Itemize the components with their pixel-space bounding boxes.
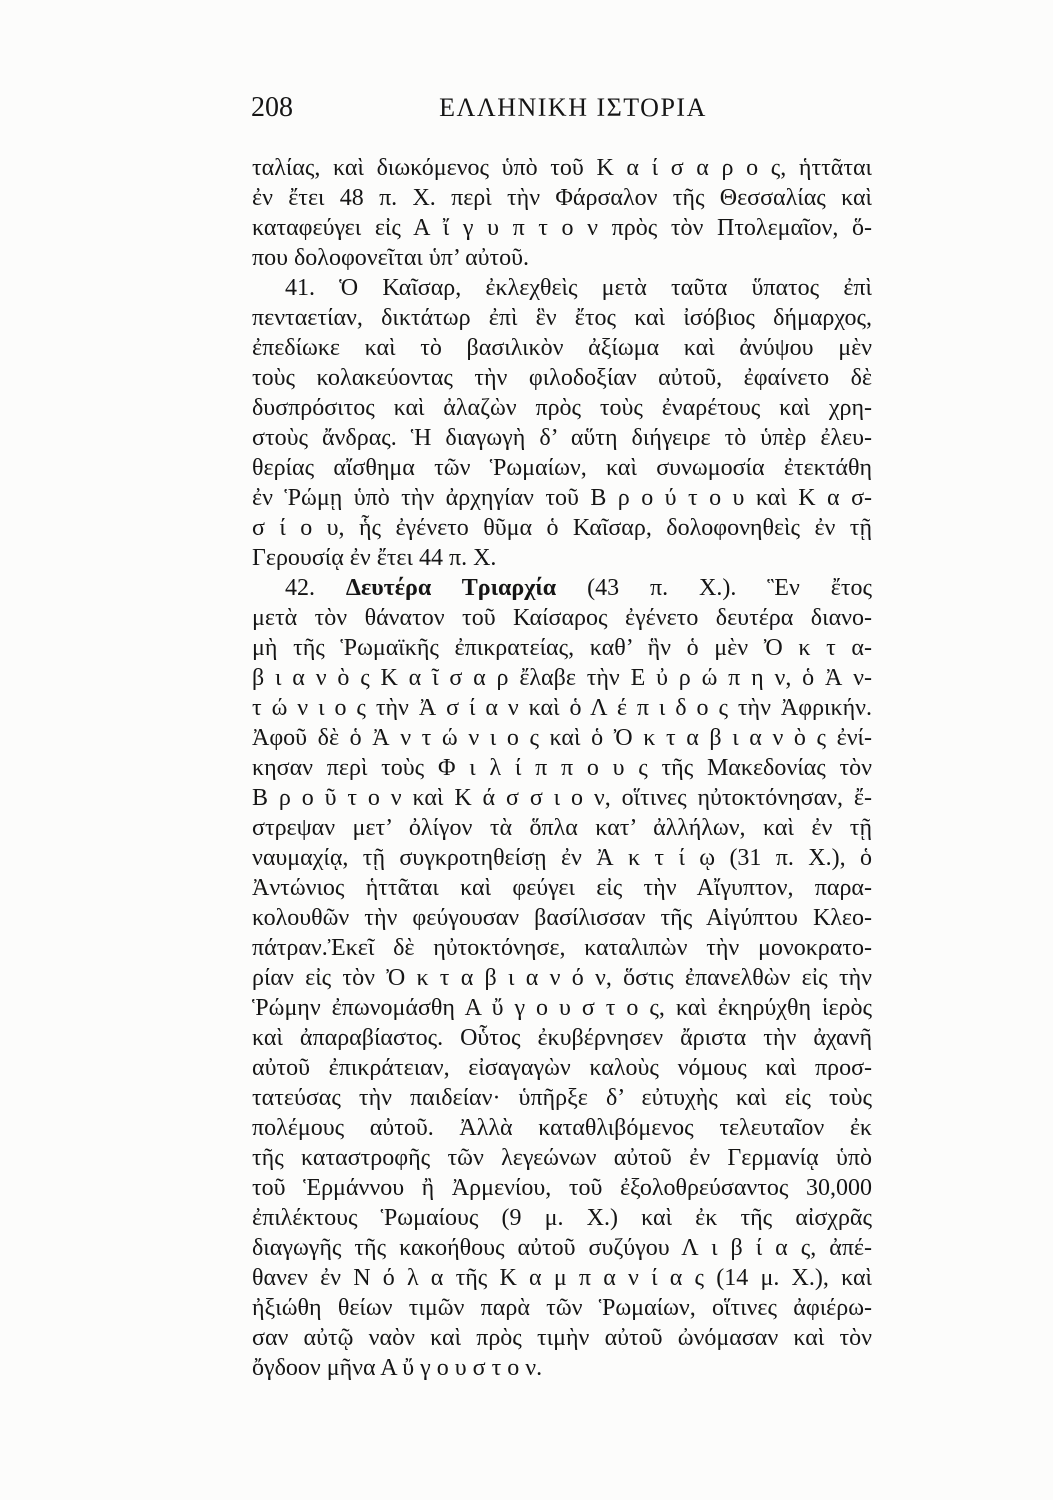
text-line: πάτραν.Ἐκεῖ δὲ ηὐτοκτόνησε, καταλιπὼν τὴν μονοκρατο- — [252, 935, 872, 961]
text-line: καὶ ἀπαραβίαστος. Οὗτος ἐκυβέρνησεν ἄριστα τὴν ἀχανῆ — [252, 1025, 872, 1051]
line-text: (43 π. Χ.). Ἓν ἔτος — [587, 575, 873, 601]
text-line: ἐν ἔτει 48 π. Χ. περὶ τὴν Φάρσαλον τῆς Θεσσαλίας καὶ — [252, 185, 872, 211]
text-line: πολέμους αὐτοῦ. Ἀλλὰ καταθλιβόμενος τελευταῖον ἐκ — [252, 1115, 872, 1141]
text-line: Ἀφοῦ δὲ ὁ Ἀ ν τ ώ ν ι ο ς καὶ ὁ Ὀ κ τ α β ι α ν ὸ ς ἐνί- — [252, 725, 872, 751]
body-text — [252, 153, 872, 1383]
text-line: ἐν Ῥώμῃ ὑπὸ τὴν ἀρχηγίαν τοῦ Β ρ ο ύ τ ο υ καὶ Κ α σ- — [252, 485, 872, 511]
text-line: θανεν ἐν Ν ό λ α τῆς Κ α μ π α ν ί α ς (14 μ. Χ.), καὶ — [252, 1265, 872, 1291]
paragraph — [252, 153, 872, 273]
text-line: τῆς καταστροφῆς τῶν λεγεώνων αὐτοῦ ἐν Γερμανίᾳ ὑπὸ — [252, 1145, 872, 1171]
text-line: ἐπιλέκτους Ῥωμαίους (9 μ. Χ.) καὶ ἐκ τῆς αἰσχρᾶς — [252, 1205, 872, 1231]
text-line: ἠξιώθη θείων τιμῶν παρὰ τῶν Ῥωμαίων, οἵτινες ἀφιέρω- — [252, 1295, 872, 1321]
text-line: Ἀντώνιος ἡττᾶται καὶ φεύγει εἰς τὴν Αἴγυπτον, παρα- — [252, 875, 872, 901]
text-line: ἐπεδίωκε καὶ τὸ βασιλικὸν ἀξίωμα καὶ ἀνύψου μὲν — [252, 335, 872, 361]
text-line: αὐτοῦ ἐπικράτειαν, εἰσαγαγὼν καλοὺς νόμους καὶ προσ- — [252, 1055, 872, 1081]
text-line: μετὰ τὸν θάνατον τοῦ Καίσαρος ἐγένετο δευτέρα διανο- — [252, 605, 872, 631]
text-line: σαν αὐτῷ ναὸν καὶ πρὸς τιμὴν αὐτοῦ ὠνόμασαν καὶ τὸν — [252, 1325, 872, 1351]
text-line: ρίαν εἰς τὸν Ὀ κ τ α β ι α ν ό ν, ὅστις ἐπανελθὼν εἰς τὴν — [252, 965, 872, 991]
text-line — [252, 273, 872, 303]
text-line: τατεύσας τὴν παιδείαν· ὑπῆρξε δ’ εὐτυχὴς καὶ εἰς τοὺς — [252, 1085, 872, 1111]
text-line: θερίας αἴσθημα τῶν Ῥωμαίων, καὶ συνωμοσία ἐτεκτάθη — [252, 455, 872, 481]
text-line: που δολοφονεῖται ὑπ’ αὐτοῦ. — [252, 245, 530, 271]
text-line — [252, 573, 872, 603]
text-line: ὄγδοον μῆνα Α ὔ γ ο υ σ τ ο ν. — [252, 1355, 543, 1381]
text-line: διαγωγῆς τῆς κακοήθους αὐτοῦ συζύγου Λ ι β ί α ς, ἀπέ- — [252, 1235, 872, 1261]
text-line: καταφεύγει εἰς Α ἴ γ υ π τ ο ν πρὸς τὸν Πτολεμαῖον, ὅ- — [252, 215, 872, 241]
page-number: 208 — [251, 92, 293, 123]
section-number: 41. — [285, 275, 315, 301]
text-line: δυσπρόσιτος καὶ ἀλαζὼν πρὸς τοὺς ἐναρέτους καὶ χρη- — [252, 395, 872, 421]
text-line: κησαν περὶ τοὺς Φ ι λ ί π π ο υ ς τῆς Μακεδονίας τὸν — [252, 755, 872, 781]
text-line: ταλίας, καὶ διωκόμενος ὑπὸ τοῦ Κ α ί σ α ρ ο ς, ἡττᾶται — [252, 155, 872, 181]
text-line: τοὺς κολακεύοντας τὴν φιλοδοξίαν αὐτοῦ, ἐφαίνετο δὲ — [252, 365, 872, 391]
text-line: ναυμαχίᾳ, τῇ συγκροτηθείσῃ ἐν Ἀ κ τ ί ῳ (31 π. Χ.), ὁ — [252, 845, 872, 871]
text-line: σ ί ο υ, ἧς ἐγένετο θῦμα ὁ Καῖσαρ, δολοφονηθεὶς ἐν τῇ — [252, 515, 872, 541]
section-number: 42. — [285, 575, 315, 601]
text-line: κολουθῶν τὴν φεύγουσαν βασίλισσαν τῆς Αἰγύπτου Κλεο- — [252, 905, 872, 931]
text-line: Β ρ ο ῦ τ ο ν καὶ Κ ά σ σ ι ο ν, οἵτινες ηὐτοκτόνησαν, ἔ- — [252, 785, 872, 811]
text-line: τοῦ Ἑρμάννου ἢ Ἀρμενίου, τοῦ ἐξολοθρεύσαντος 30,000 — [252, 1175, 872, 1201]
text-line: τ ώ ν ι ο ς τὴν Ἀ σ ί α ν καὶ ὁ Λ έ π ι δ ο ς τὴν Ἀφρικήν. — [252, 695, 872, 721]
text-line: πενταετίαν, δικτάτωρ ἐπὶ ἓν ἔτος καὶ ἰσόβιος δήμαρχος, — [252, 305, 872, 331]
text-line: Γερουσίᾳ ἐν ἔτει 44 π. Χ. — [252, 545, 497, 571]
running-title: ΕΛΛΗΝΙΚΗ ΙΣΤΟΡΙΑ — [439, 93, 707, 122]
text-line: στοὺς ἄνδρας. Ἡ διαγωγὴ δ’ αὕτη διήγειρε τὸ ὑπὲρ ἐλευ- — [252, 425, 872, 451]
text-line: μὴ τῆς Ῥωμαϊκῆς ἐπικρατείας, καθ’ ἣν ὁ μὲν Ὀ κ τ α- — [252, 635, 872, 661]
text-line: στρεψαν μετ’ ὀλίγον τὰ ὅπλα κατ’ ἀλλήλων, καὶ ἐν τῇ — [252, 815, 872, 841]
text-line: Ῥώμην ἐπωνομάσθη Α ὔ γ ο υ σ τ ο ς, καὶ ἐκηρύχθη ἱερὸς — [252, 995, 872, 1021]
line-text: Ὁ Καῖσαρ, ἐκλεχθεὶς μετὰ ταῦτα ὕπατος ἐπὶ — [339, 275, 873, 301]
paragraph — [252, 573, 872, 1383]
paragraph — [252, 273, 872, 573]
section-heading: Δευτέρα Τριαρχία — [345, 575, 557, 601]
text-line: β ι α ν ὸ ς Κ α ῖ σ α ρ ἔλαβε τὴν Ε ὐ ρ ώ π η ν, ὁ Ἀ ν- — [252, 665, 872, 691]
